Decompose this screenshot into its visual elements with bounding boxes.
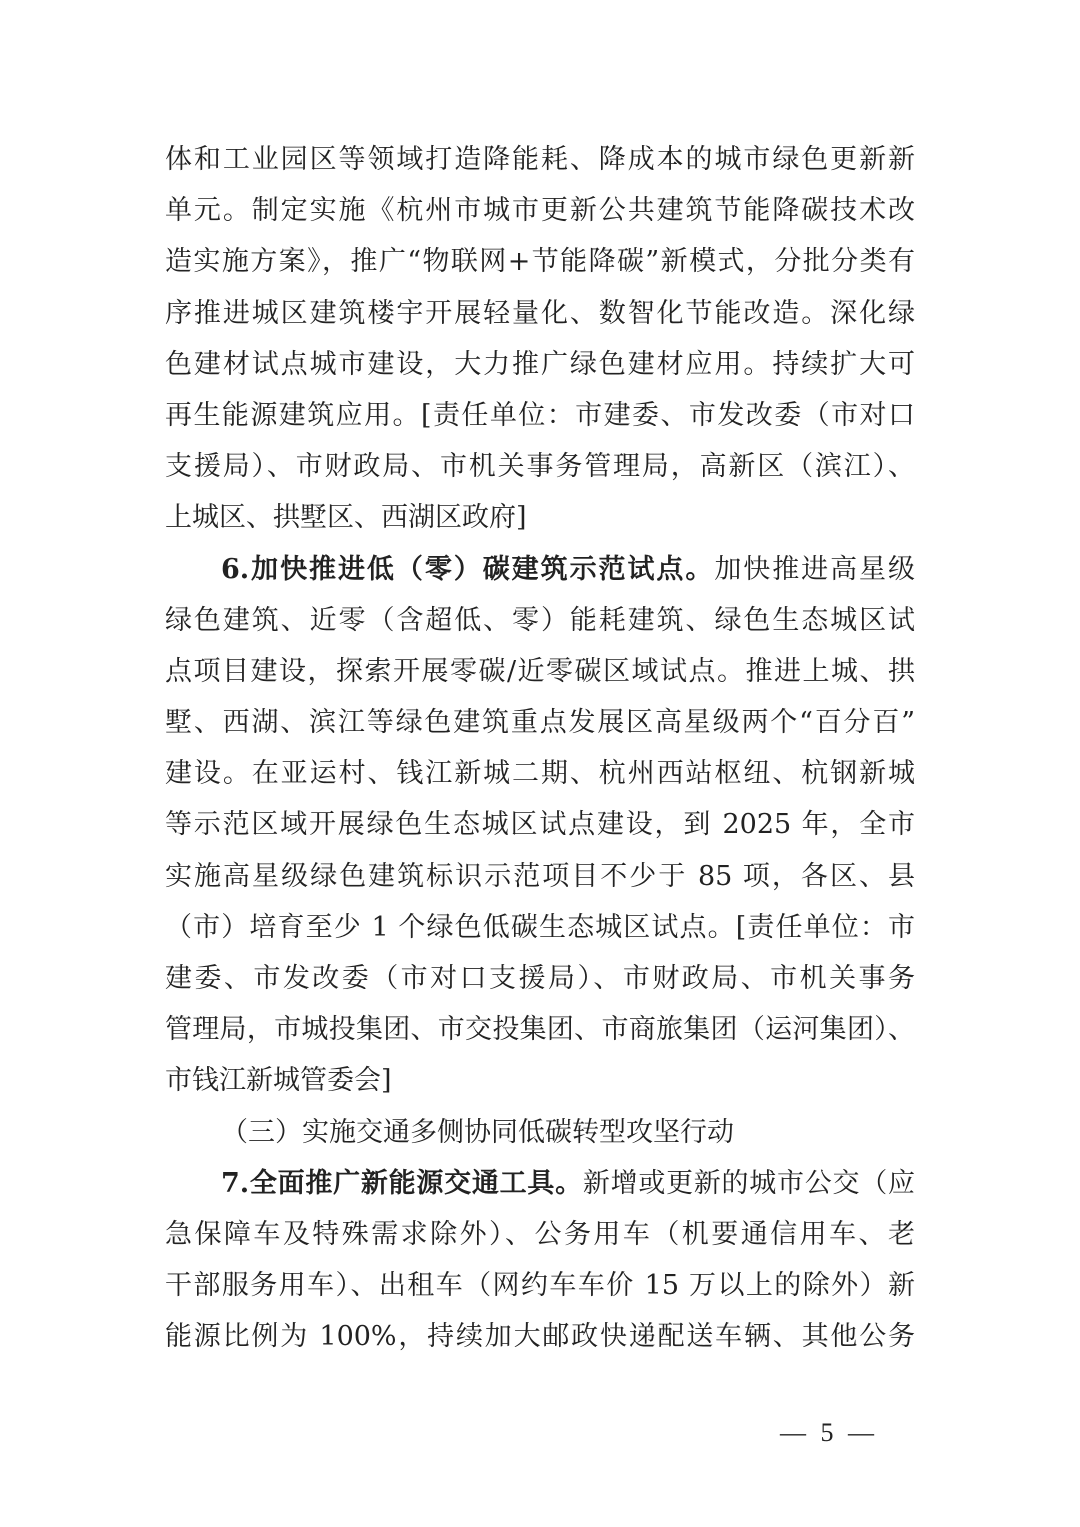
text-line: 市钱江新城管委会] [165,1065,392,1097]
text-line: 再生能源建筑应用。[责任单位：市建委、市发改委（市对口 [165,399,915,431]
text-line: 造实施方案》，推广“物联网+节能降碳”新模式，分批分类有 [165,246,915,278]
text-line: 墅、西湖、滨江等绿色建筑重点发展区高星级两个“百分百” [165,707,915,739]
section-heading: （三）实施交通多侧协同低碳转型攻坚行动 [221,1116,734,1148]
text-line: 色建材试点城市建设，大力推广绿色建材应用。持续扩大可 [165,348,915,380]
section-7-heading: 7.全面推广新能源交通工具。 [221,1167,583,1199]
text-line: 能源比例为 100%，持续加大邮政快递配送车辆、其他公务 [165,1321,915,1353]
text-line: 体和工业园区等领域打造降能耗、降成本的城市绿色更新新 [165,144,915,175]
text-line: 建委、市发改委（市对口支援局）、市财政局、市机关事务 [165,963,915,994]
section-7-line [165,1162,915,1213]
text-span: 新增或更新的城市公交（应 [582,1167,916,1199]
text-line: 建设。在亚运村、钱江新城二期、杭州西站枢纽、杭钢新城 [165,758,915,790]
text-line: 实施高星级绿色建筑标识示范项目不少于 85 项，各区、县 [165,860,915,892]
text-line: 上城区、拱墅区、西湖区政府] [165,502,527,534]
text-line: 干部服务用车）、出租车（网约车车价 15 万以上的除外）新 [165,1270,915,1302]
page-number: — 5 — [780,1418,878,1447]
document-body [165,138,915,1367]
section-6-heading: 6.加快推进低（零）碳建筑示范试点。 [221,553,715,585]
text-line: 支援局）、市财政局、市机关事务管理局，高新区（滨江）、 [165,451,915,483]
text-span: 加快推进高星级 [714,553,916,585]
text-line: （市）培育至少 1 个绿色低碳生态城区试点。[责任单位：市 [165,911,915,943]
text-line: 绿色建筑、近零（含超低、零）能耗建筑、绿色生态城区试 [165,604,915,636]
text-line: 急保障车及特殊需求除外）、公务用车（机要通信用车、老 [165,1218,915,1250]
text-line: 点项目建设，探索开展零碳/近零碳区域试点。推进上城、拱 [165,655,915,687]
section-6-line [165,548,915,599]
text-line: 管理局，市城投集团、市交投集团、市商旅集团（运河集团）、 [165,1014,915,1046]
text-line: 序推进城区建筑楼宇开展轻量化、数智化节能改造。深化绿 [165,297,915,329]
text-line: 单元。制定实施《杭州市城市更新公共建筑节能降碳技术改 [165,195,915,227]
text-line: 等示范区域开展绿色生态城区试点建设，到 2025 年，全市 [165,809,915,841]
